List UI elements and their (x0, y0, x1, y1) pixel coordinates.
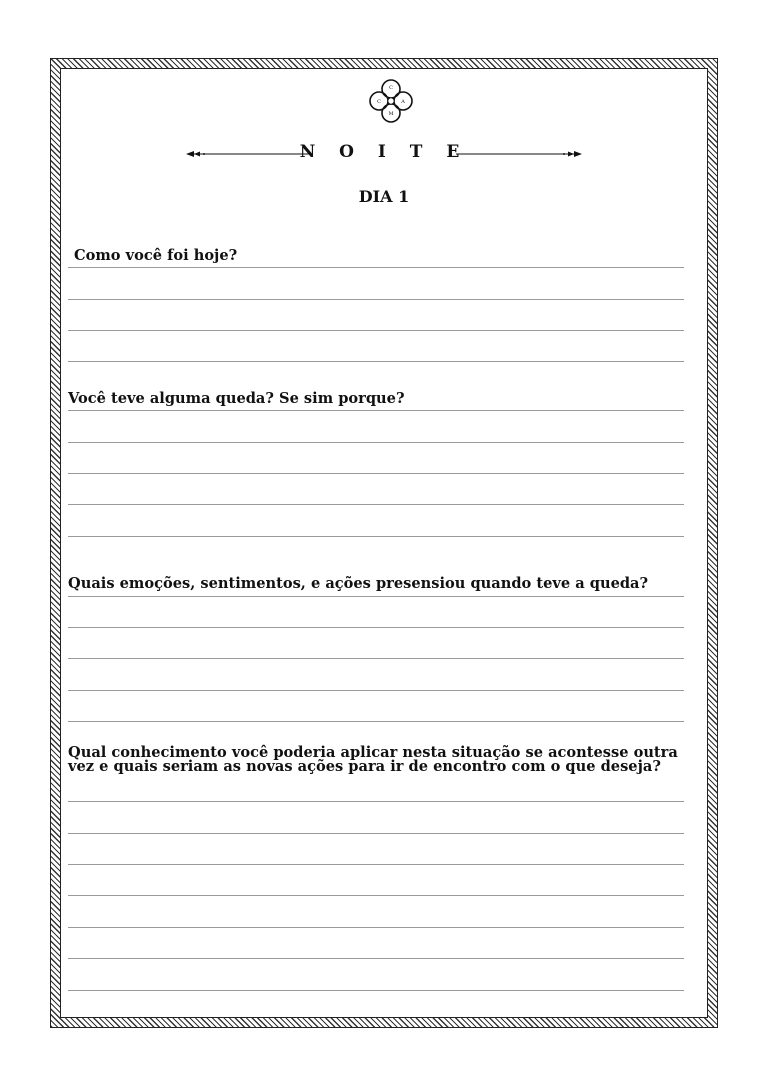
answer-line[interactable] (68, 299, 684, 300)
svg-text:C: C (389, 85, 393, 91)
question-2: Você teve alguma queda? Se sim porque? (68, 390, 405, 407)
page-content-area (60, 68, 708, 1018)
answer-line[interactable] (68, 864, 684, 865)
question-4: Qual conhecimento você poderia aplicar nesta situação se acontesse outra vez e quais seriam as novas ações para ir de encontro com o que deseja? (68, 744, 678, 775)
page-title: N O I T E (299, 142, 469, 162)
answer-line[interactable] (68, 330, 684, 331)
answer-line[interactable] (68, 721, 684, 722)
answer-line[interactable] (68, 410, 684, 411)
svg-text:M: M (388, 111, 394, 117)
answer-line[interactable] (68, 361, 684, 362)
answer-line[interactable] (68, 627, 684, 628)
answer-line[interactable] (68, 895, 684, 896)
svg-text:C: C (377, 99, 381, 105)
answer-line[interactable] (68, 267, 684, 268)
answer-line[interactable] (68, 990, 684, 991)
title-row (180, 140, 588, 168)
question-1: Como você foi hoje? (74, 247, 238, 264)
answer-line[interactable] (68, 833, 684, 834)
quatrefoil-logo-icon (364, 74, 418, 128)
answer-line[interactable] (68, 658, 684, 659)
answer-line[interactable] (68, 958, 684, 959)
answer-line[interactable] (68, 596, 684, 597)
answer-line[interactable] (68, 536, 684, 537)
answer-line[interactable] (68, 801, 684, 802)
question-3: Quais emoções, sentimentos, e ações presensiou quando teve a queda? (68, 575, 649, 592)
svg-text:A: A (401, 99, 405, 105)
answer-line[interactable] (68, 473, 684, 474)
answer-line[interactable] (68, 442, 684, 443)
day-label: DIA 1 (358, 187, 410, 206)
answer-line[interactable] (68, 690, 684, 691)
answer-line[interactable] (68, 927, 684, 928)
answer-line[interactable] (68, 504, 684, 505)
